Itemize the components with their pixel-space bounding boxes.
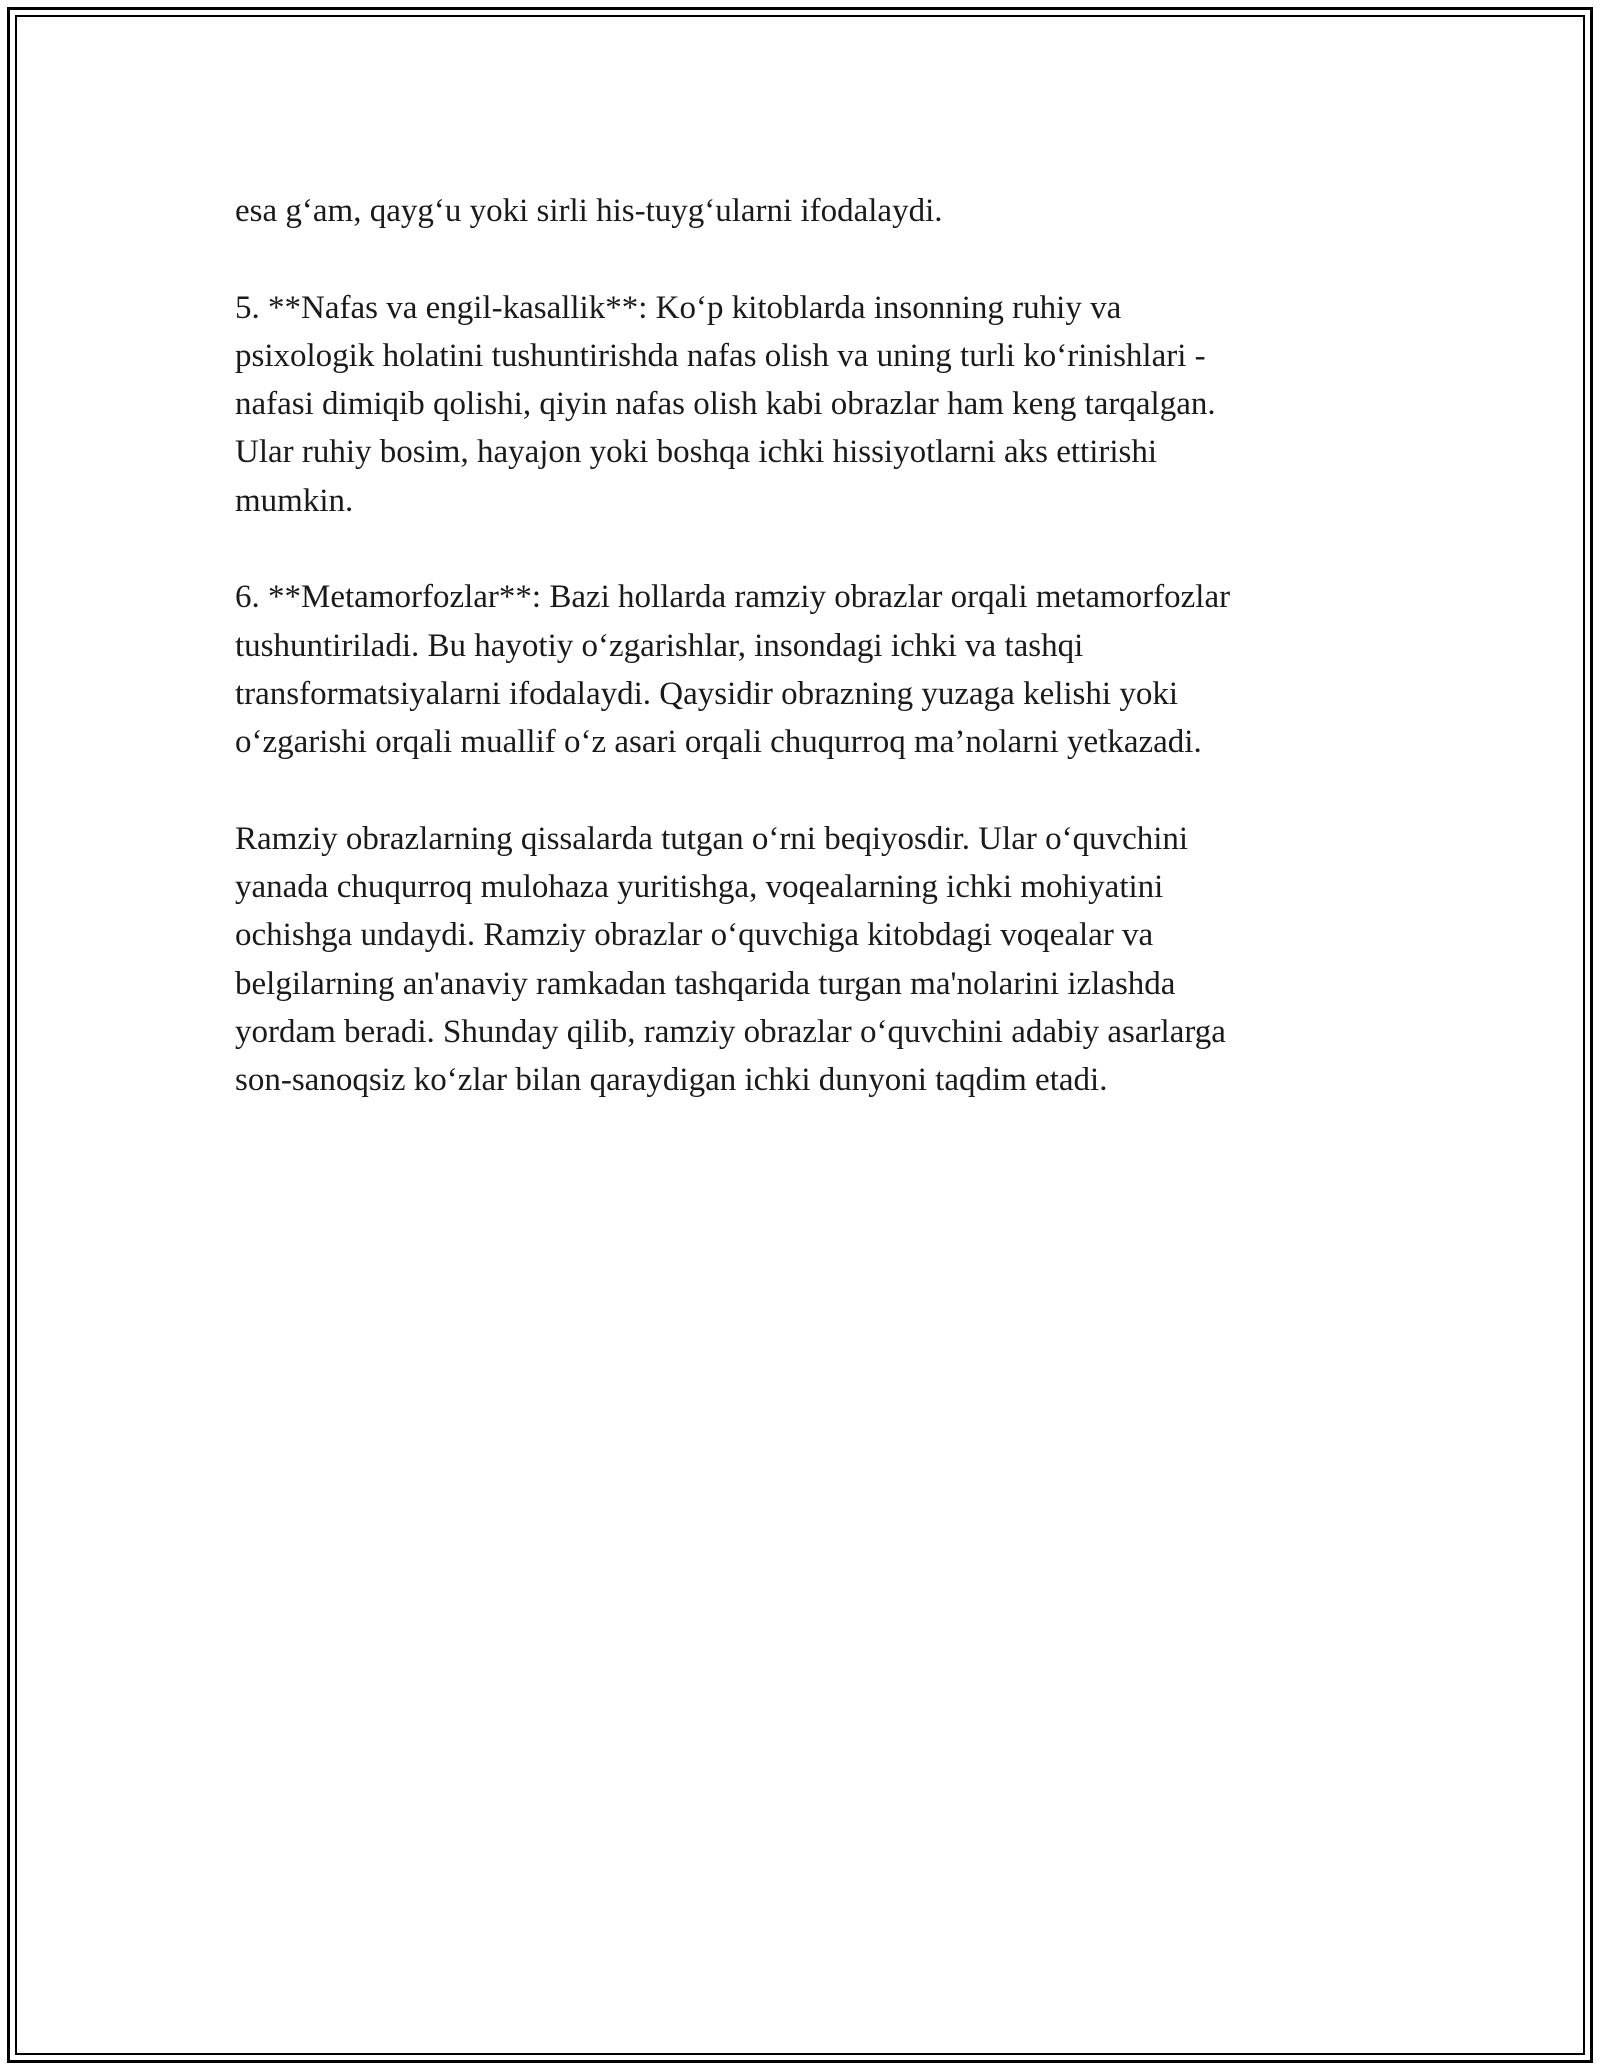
text-line: esa g‘am, qayg‘u yoki sirli his-tuyg‘ularni ifodalaydi. xyxy=(235,193,943,229)
paragraph-continuation xyxy=(235,187,1375,235)
text-line: nafasi dimiqib qolishi, qiyin nafas olish kabi obrazlar ham keng tarqalgan. xyxy=(235,386,1216,423)
text-line: yanada chuqurroq mulohaza yuritishga, voqealarning ichki mohiyatini xyxy=(235,869,1164,906)
text-line: mumkin. xyxy=(235,482,354,519)
text-line: ochishga undaydi. Ramziy obrazlar o‘quvchiga kitobdagi voqealar va xyxy=(235,917,1154,954)
text-line: son-sanoqsiz ko‘zlar bilan qaraydigan ichki dunyoni taqdim etadi. xyxy=(235,1062,1108,1099)
text-line: Ular ruhiy bosim, hayajon yoki boshqa ichki hissiyotlarni aks ettirishi xyxy=(235,434,1158,471)
text-line: yordam beradi. Shunday qilib, ramziy obrazlar o‘quvchini adabiy asarlarga xyxy=(235,1014,1226,1051)
paragraph-item-5 xyxy=(235,284,1375,525)
text-line: Ramziy obrazlarning qissalarda tutgan o‘rni beqiyosdir. Ular o‘quvchini xyxy=(235,820,1189,857)
text-line: 5. **Nafas va engil-kasallik**: Ko‘p kitoblarda insonning ruhiy va xyxy=(235,289,1122,326)
paragraph-item-6 xyxy=(235,573,1375,766)
text-line: tushuntiriladi. Bu hayotiy o‘zgarishlar, insondagi ichki va tashqi xyxy=(235,627,1084,664)
paragraph-conclusion xyxy=(235,815,1375,1105)
text-line: transformatsiyalarni ifodalaydi. Qaysidir obrazning yuzaga kelishi yoki xyxy=(235,675,1178,712)
text-line: 6. **Metamorfozlar**: Bazi hollarda ramziy obrazlar orqali metamorfozlar xyxy=(235,579,1231,616)
text-line: psixologik holatini tushuntirishda nafas olish va uning turli ko‘rinishlari - xyxy=(235,337,1206,374)
text-line: belgilarning an'anaviy ramkadan tashqarida turgan ma'nolarini izlashda xyxy=(235,965,1176,1002)
document-body xyxy=(235,187,1375,1153)
text-line: o‘zgarishi orqali muallif o‘z asari orqali chuqurroq ma’nolarni yetkazadi. xyxy=(235,724,1202,761)
